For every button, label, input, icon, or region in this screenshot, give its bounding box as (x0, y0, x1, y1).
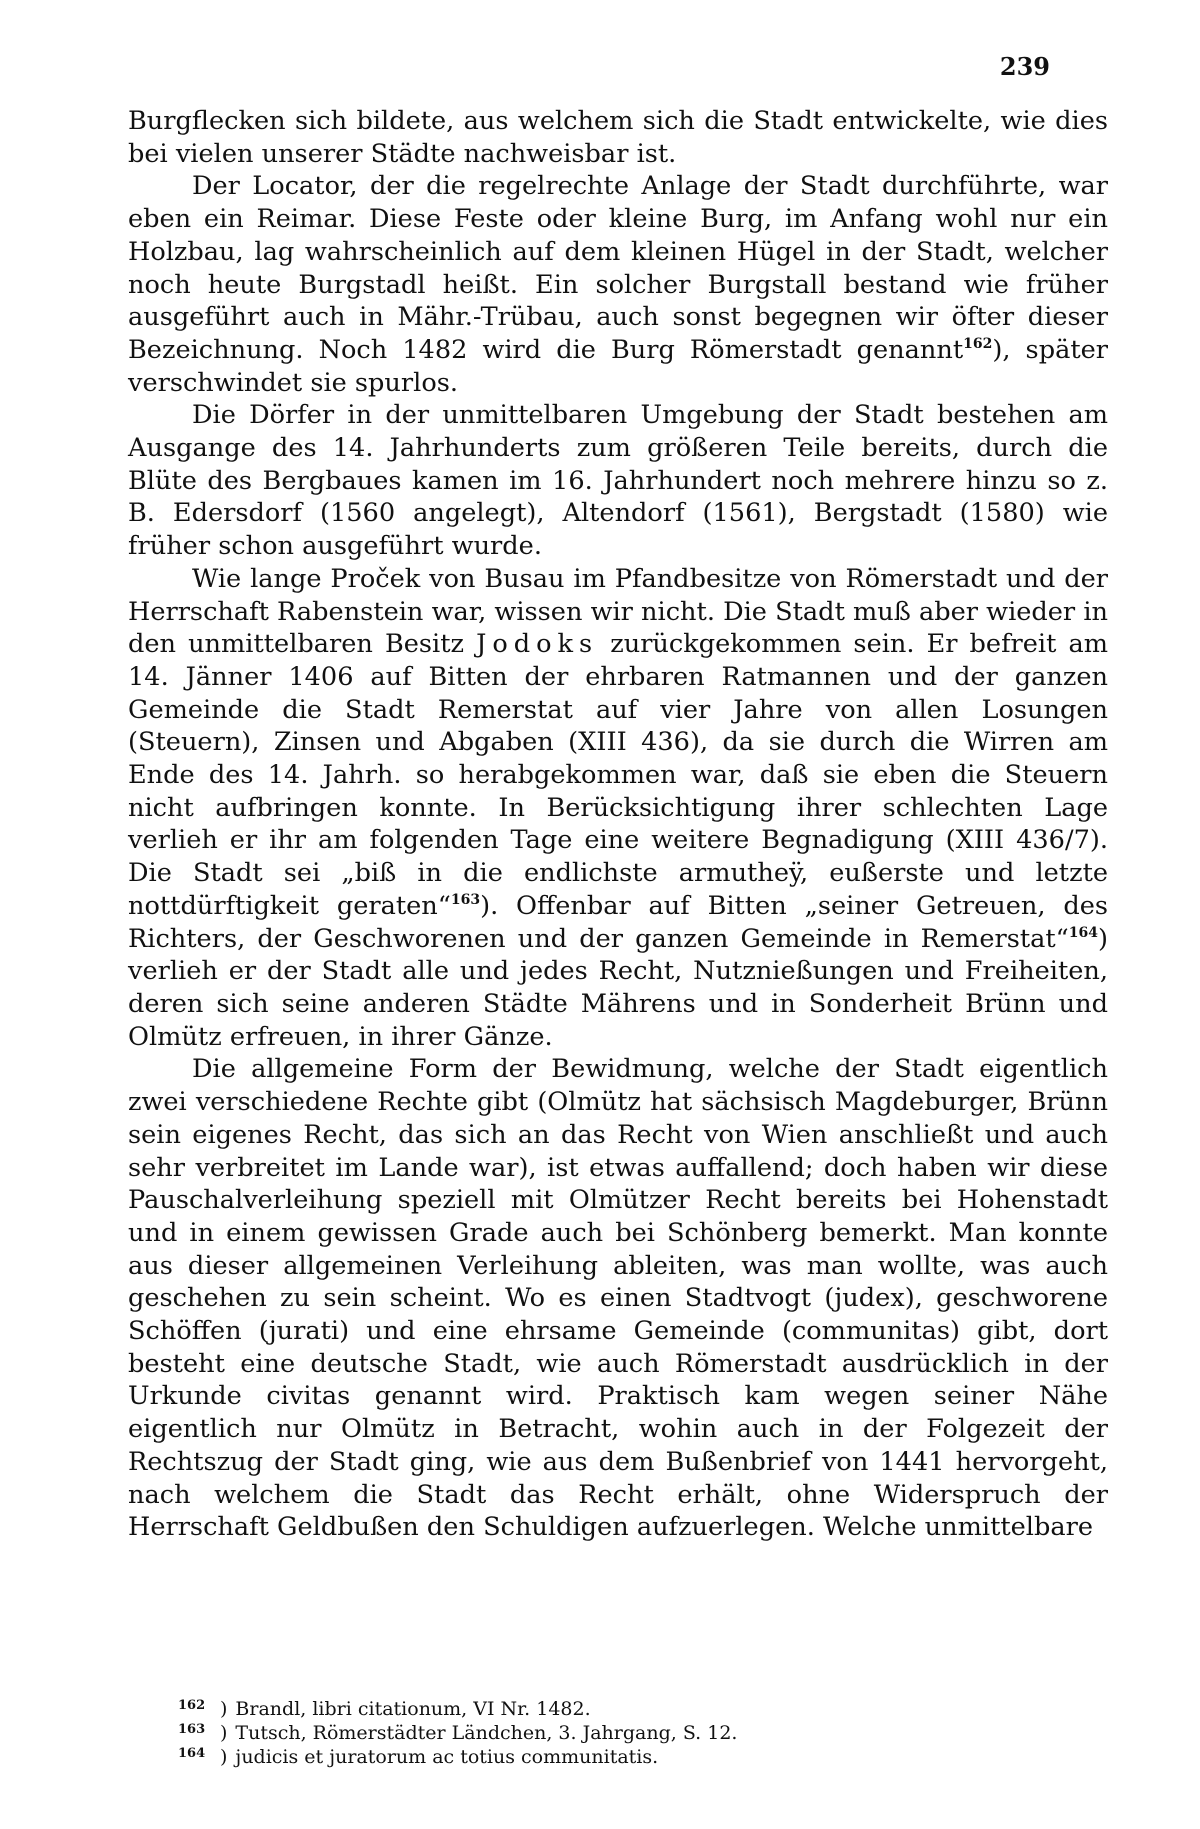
footnote-ref-163: 163 (450, 891, 481, 908)
emphasized-name: Jodoks (476, 629, 599, 660)
footnote-164 (178, 1745, 1078, 1769)
body-text (128, 105, 1108, 1544)
footnote-ref-162: 162 (963, 335, 993, 352)
paragraph-4 (128, 563, 1108, 1054)
footnote-bracket: ) (220, 1722, 228, 1744)
paragraph-2-text-b: ), später verschwindet sie spurlos. (128, 334, 1108, 398)
paragraph-5: Die allgemeine Form der Bewidmung, welche der Stadt eigentlich zwei verschiedene Rechte gibt (Olmütz hat sächsisch Magdeburger, Brünn sein eigenes Recht, das sich an das Recht von Wien anschließt und auch sehr verbreitet im Lande war), ist etwas auffallend; doch haben wir diese Pauschalverleihung speziell mit Olmützer Recht bereits bei Hohenstadt und in einem gewissen Grade auch bei Schönberg bemerkt. Man konnte aus dieser allgemeinen Verleihung ableiten, was man wollte, was auch geschehen zu sein scheint. Wo es einen Stadtvogt (judex), geschworene Schöffen (jurati) und eine ehrsame Gemeinde (communitas) gibt, dort besteht eine deutsche Stadt, wie auch Römerstadt ausdrücklich in der Urkunde civitas genannt wird. Praktisch kam wegen seiner Nähe eigentlich nur Olmütz in Betracht, wohin auch in der Folgezeit der Rechtszug der Stadt ging, wie aus dem Bußenbrief von 1441 hervorgeht, nach welchem die Stadt das Recht erhält, ohne Widerspruch der Herrschaft Geldbußen den Schuldigen aufzuerlegen. Welche unmittelbare (128, 1054, 1108, 1543)
page-number: 239 (999, 52, 1050, 81)
footnote-text: judicis et juratorum ac totius communitatis. (235, 1746, 659, 1768)
paragraph-1: Burgflecken sich bildete, aus welchem sich die Stadt entwickelte, wie dies bei vielen unserer Städte nachweisbar ist. (128, 106, 1108, 169)
footnote-number: 164 (178, 1746, 206, 1761)
paragraph-4-text-b: zurückgekommen sein. Er befreit am 14. Jänner 1406 auf Bitten der ehrbaren Ratmannen und der ganzen Gemeinde die Stadt Remerstat auf vier Jahre von allen Losungen (Steuern), Zinsen und Abgaben (XIII 436), da sie durch die Wirren am Ende des 14. Jahrh. so herabgekommen war, daß sie eben die Steuern nicht aufbringen konnte. In Berücksichtigung ihrer schlechten Lage verlieh er ihr am folgenden Tage eine weitere Begnadigung (XIII 436/7). Die Stadt sei „biß in die endlichste armutheÿ, eußerste und letzte nottdürftigkeit geraten“ (128, 629, 1108, 921)
paragraph-2 (128, 170, 1108, 399)
footnote-162 (178, 1697, 1078, 1721)
footnote-bracket: ) (220, 1746, 228, 1768)
paragraph-4-text-d: ) verlieh er der Stadt alle und jedes Recht, Nutznießungen und Freiheiten, deren sich seine anderen Städte Mährens und in Sonderheit Brünn und Olmütz erfreuen, in ihrer Gänze. (128, 923, 1108, 1052)
footnote-text: Tutsch, Römerstädter Ländchen, 3. Jahrgang, S. 12. (235, 1722, 738, 1744)
footnote-text: Brandl, libri citationum, VI Nr. 1482. (235, 1698, 591, 1720)
footnote-163 (178, 1721, 1078, 1745)
paragraph-2-text-a: Der Locator, der die regelrechte Anlage der Stadt durchführte, war eben ein Reimar. Diese Feste oder kleine Burg, im Anfang wohl nur ein Holzbau, lag wahrscheinlich auf dem kleinen Hügel in der Stadt, welcher noch heute Burgstadl heißt. Ein solcher Burgstall bestand wie früher ausgeführt auch in Mähr.-Trübau, auch sonst begegnen wir öfter dieser Bezeichnung. Noch 1482 wird die Burg Römerstadt genannt (128, 171, 1108, 365)
footnotes (178, 1697, 1078, 1769)
footnote-ref-164: 164 (1068, 924, 1098, 941)
paragraph-4-text-a: Wie lange Proček von Busau im Pfandbesitze von Römerstadt und der Herrschaft Rabenstein war, wissen wir nicht. Die Stadt muß aber wieder in den unmittelbaren Besitz (128, 563, 1108, 660)
paragraph-3: Die Dörfer in der unmittelbaren Umgebung der Stadt bestehen am Ausgange des 14. Jahrhunderts zum größeren Teile bereits, durch die Blüte des Bergbaues kamen im 16. Jahrhundert noch mehrere hinzu so z. B. Edersdorf (1560 angelegt), Altendorf (1561), Bergstadt (1580) wie früher schon ausgeführt wurde. (128, 400, 1108, 562)
paragraph-4-text-c: ). Offenbar auf Bitten „seiner Getreuen, des Richters, der Geschworenen und der ganzen Gemeinde in Remerstat“ (128, 890, 1108, 954)
footnote-number: 162 (178, 1698, 206, 1713)
footnote-bracket: ) (220, 1698, 228, 1720)
footnote-number: 163 (178, 1722, 206, 1737)
